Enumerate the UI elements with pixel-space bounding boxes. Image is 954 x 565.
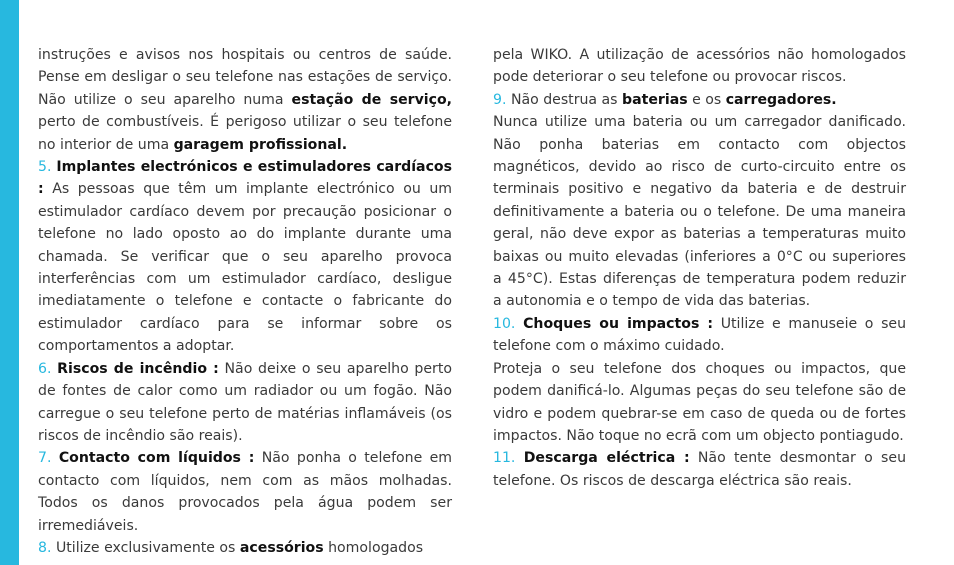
- right-column: [493, 44, 906, 492]
- intro-text-1: instruções e avisos nos hospitais ou centros de saúde. Pense em desligar o seu telefone nas estações de serviço. Não utilize o seu aparelho numa: [38, 47, 452, 108]
- section-number: 9.: [493, 91, 507, 108]
- section-10: [493, 313, 906, 358]
- intro-keyword-station: estação de serviço,: [291, 91, 452, 108]
- section-title: Implantes electrónicos e estimuladores cardíacos :: [38, 159, 452, 198]
- section-text: e os: [692, 91, 722, 108]
- section-text: Não destrua as: [510, 91, 618, 108]
- sidebar-accent-bar: [0, 0, 19, 565]
- section-number: 11.: [493, 450, 516, 467]
- section-number: 8.: [38, 539, 52, 556]
- section-number: 6.: [38, 360, 52, 377]
- section-9-body: Nunca utilize uma bateria ou um carregador danificado. Não ponha baterias em contacto com objectos magnéticos, devido ao risco de curto-circuito entre os terminais positivo e negativo da bateria e de destruir definitivamente a bateria ou o telefone. De uma maneira geral, não deve expor as baterias a temperaturas muito baixas ou muito elevadas (inferiores a 0°C ou superiores a 45°C). Estas diferenças de temperatura podem reduzir a autonomia e o tempo de vida das baterias.: [493, 114, 906, 310]
- section-8-continuation: pela WIKO. A utilização de acessórios não homologados pode deteriorar o seu telefone ou provocar riscos.: [493, 47, 906, 86]
- section-title: Choques ou impactos :: [523, 315, 714, 332]
- section-5: [38, 156, 452, 358]
- section-body: Não deixe o seu aparelho perto de fontes de calor como um radiador ou um fogão. Não carregue o seu telefone perto de matérias inflamáveis (os riscos de incêndio são reais).: [38, 360, 452, 444]
- section-11: [493, 447, 906, 492]
- section-number: 5.: [38, 159, 52, 176]
- intro-paragraph: [38, 44, 452, 156]
- section-body: Não ponha o telefone em contacto com líquidos, nem com as mãos molhadas. Todos os danos provocados pela água podem ser irremediáveis.: [38, 450, 453, 534]
- section-text: Utilize exclusivamente os: [55, 539, 236, 556]
- section-keyword: carregadores.: [725, 91, 837, 108]
- section-8: [38, 537, 452, 559]
- section-body: Utilize e manuseie o seu telefone com o máximo cuidado.: [493, 315, 907, 355]
- section-body: Não tente desmontar o seu telefone. Os riscos de descarga eléctrica são reais.: [493, 450, 906, 489]
- section-title: Descarga eléctrica :: [523, 450, 690, 467]
- section-title: Riscos de incêndio :: [57, 360, 219, 377]
- section-number: 7.: [38, 450, 52, 467]
- section-title: Contacto com líquidos :: [58, 450, 255, 467]
- section-number: 10.: [493, 315, 516, 332]
- left-column: [38, 44, 452, 559]
- section-body: As pessoas que têm um implante electrónico ou um estimulador cardíaco devem por precaução posicionar o telefone no lado oposto ao do implante durante uma chamada. Se verificar que o seu aparelho provoca interferências com um estimulador cardíaco, desligue imediatamente o telefone e contacte o fabricante do estimulador cardíaco para se informar sobre os comportamentos a adoptar.: [38, 181, 453, 355]
- intro-keyword-garage: garagem profissional.: [173, 136, 348, 153]
- section-text: homologados: [328, 539, 424, 556]
- section-6: [38, 358, 452, 448]
- section-9-heading: [493, 89, 906, 111]
- intro-text-2: perto de combustíveis. É perigoso utilizar o seu telefone no interior de uma: [38, 114, 452, 153]
- section-7: [38, 447, 452, 537]
- section-keyword: baterias: [622, 91, 688, 108]
- section-keyword: acessórios: [239, 539, 324, 556]
- section-10-body-2: Proteja o seu telefone dos choques ou impactos, que podem danificá-lo. Algumas peças do seu telefone são de vidro e podem quebrar-se em caso de queda ou de fortes impactos. Não toque no ecrã com um objecto pontiagudo.: [493, 360, 906, 444]
